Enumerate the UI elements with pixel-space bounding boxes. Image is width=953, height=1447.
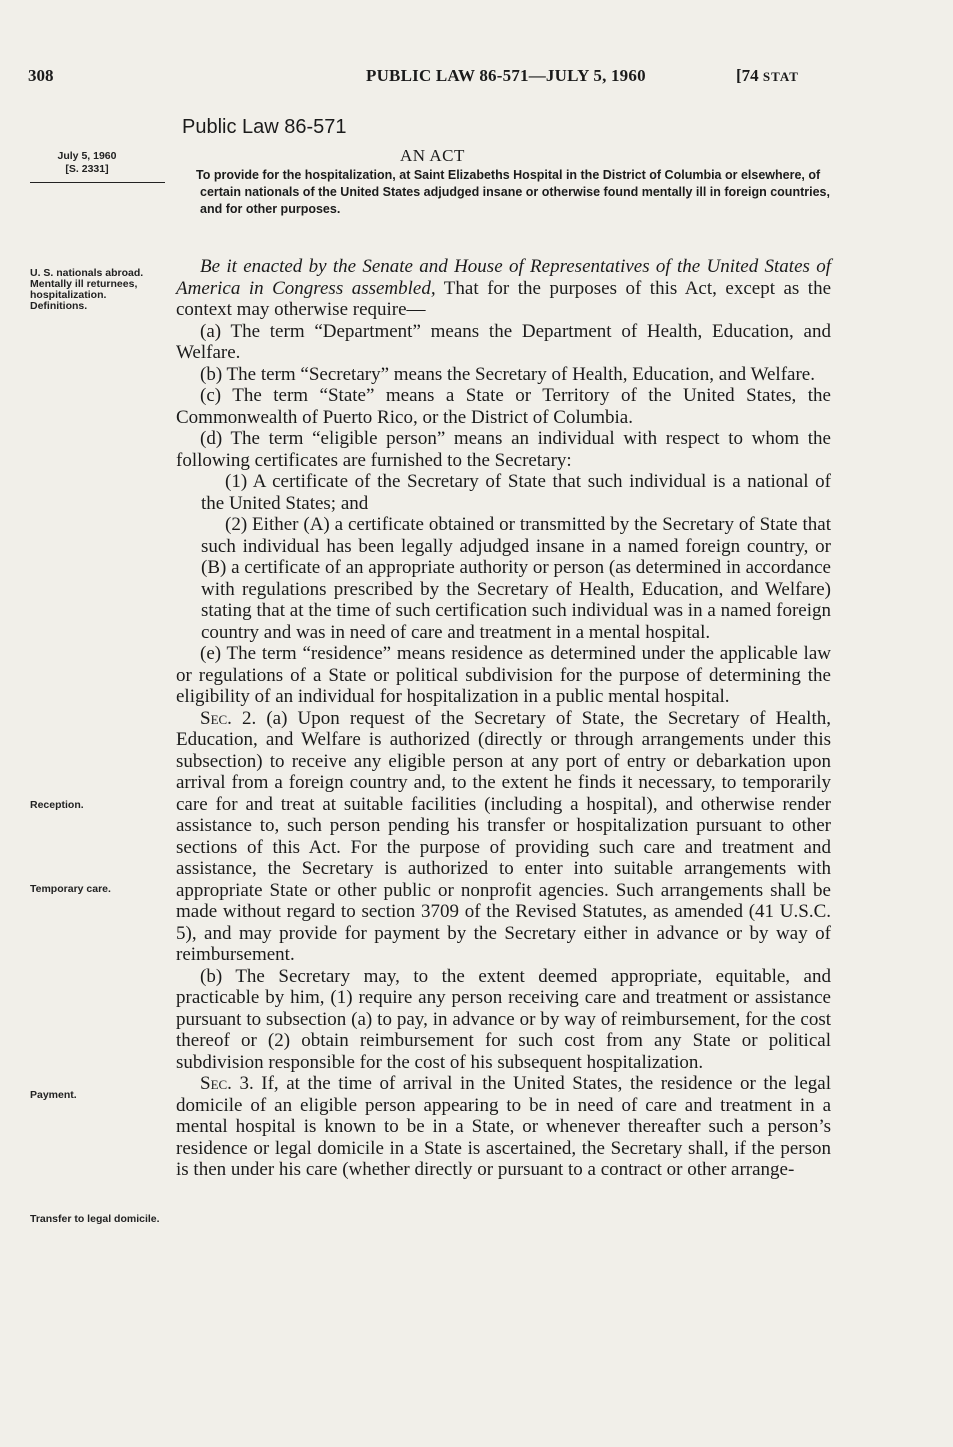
definition-d-1: (1) A certificate of the Secretary of State that such individual is a national of the United States; and [201,471,831,514]
margin-note-temporary-care: Temporary care. [30,883,111,895]
definition-c: (c) The term “State” means a State or Territory of the United States, the Commonwealth of Puerto Rico, or the District of Columbia. [176,385,831,428]
definition-d: (d) The term “eligible person” means an individual with respect to whom the following certificates are furnished to the Secretary: [176,428,831,471]
margin-date-block [32,150,142,176]
running-header [28,66,868,90]
section-3 [176,1073,831,1181]
margin-note-definitions: Definitions. [30,300,88,312]
margin-bill-number: [S. 2331] [65,163,109,175]
margin-note-nationals: U. S. nationals abroad. [30,267,144,279]
margin-note-returnees: Mentally ill returnees, hospitalization. [30,278,138,301]
enacting-clause [176,256,831,321]
section-2b: (b) The Secretary may, to the extent deemed appropriate, equitable, and practicable by him, (1) require any person receiving care and treatment or assistance pursuant to subsection (a) to pay, in advance or by way of reimbursement, for the cost thereof or (2) obtain reimbursement for such cost from any State or political subdivision responsible for the cost of his subsequent hospitalization. [176,965,831,1073]
section-2a-text: (a) Upon request of the Secretary of State, the Secretary of Health, Education, and Welfare is authorized (directly or through arrangements under this subsection) to receive any eligible person at any port of entry or debarkation upon arrival from a foreign country and, to the extent he finds it necessary, to temporarily care for and treat at suitable facilities (including a hospital), and otherwise render assistance to, such person pending his transfer or hospitalization pursuant to other sections of this Act. For the purpose of providing such care and treatment and assistance, the Secretary is authorized to enter into suitable arrangements with appropriate State or other public or nonprofit agencies. Such arrangements shall be made without regard to section 3709 of the Revised Statutes, as amended (41 U.S.C. 5), and may provide for payment by the Secretary either in advance or by way of reimbursement. [176,707,831,965]
section-2a [176,708,831,966]
act-body [176,256,831,1181]
volume-reference [736,66,799,86]
volume-abbrev: STAT [762,69,799,84]
margin-note-topics [30,268,165,312]
margin-note-transfer: Transfer to legal domicile. [30,1213,160,1225]
section-2-label: Sec. 2. [200,707,257,729]
section-3-label: Sec. 3. [200,1073,254,1094]
law-title: Public Law 86-571 [182,116,347,138]
definition-d-2: (2) Either (A) a certificate obtained or transmitted by the Secretary of State that such individual has been legally adjudged insane in a named foreign country, or (B) a certificate of an appropriate authority or person (as determined in accordance with regulations prescribed by the Secretary of Health, Education, and Welfare) stating that at the time of such certification such individual was in a named foreign country and was in need of care and treatment in a mental hospital. [201,514,831,643]
margin-divider [30,182,165,183]
enacting-formula: Be it enacted by the Senate and House of Representatives of the United States of America in Congress assembled, [176,256,831,299]
act-heading: AN ACT [400,146,465,165]
page-number: 308 [28,66,54,85]
definition-b: (b) The term “Secretary” means the Secretary of Health, Education, and Welfare. [200,363,815,385]
margin-date: July 5, 1960 [57,150,117,162]
margin-note-payment: Payment. [30,1089,77,1101]
definition-a: (a) The term “Department” means the Department of Health, Education, and Welfare. [176,320,831,363]
volume-number: [74 [736,66,759,85]
running-title: PUBLIC LAW 86-571—JULY 5, 1960 [366,66,646,85]
enacting-tail: That for the purposes of this Act, except as the context may otherwise require— [176,277,831,320]
section-3-text: If, at the time of arrival in the United States, the residence or the legal domicile of an eligible person appearing to be in need of care and treatment in a mental hospital is known to be in a State, or whenever thereafter such a person’s residence or legal domicile in a State is ascertained, the Secretary shall, if the person is then under his care (whether directly or pursuant to a contract or other arrange- [176,1073,831,1180]
margin-note-reception: Reception. [30,799,84,811]
act-purpose: To provide for the hospitalization, at Saint Elizabeths Hospital in the District of Columbia or elsewhere, of certain nationals of the United States adjudged insane or otherwise found mentally ill in foreign countries, and for other purposes. [196,168,830,216]
definition-e: (e) The term “residence” means residence as determined under the applicable law or regulations of a State or political subdivision for the purpose of determining the eligibility of an individual for hospitalization in a public mental hospital. [176,643,831,707]
